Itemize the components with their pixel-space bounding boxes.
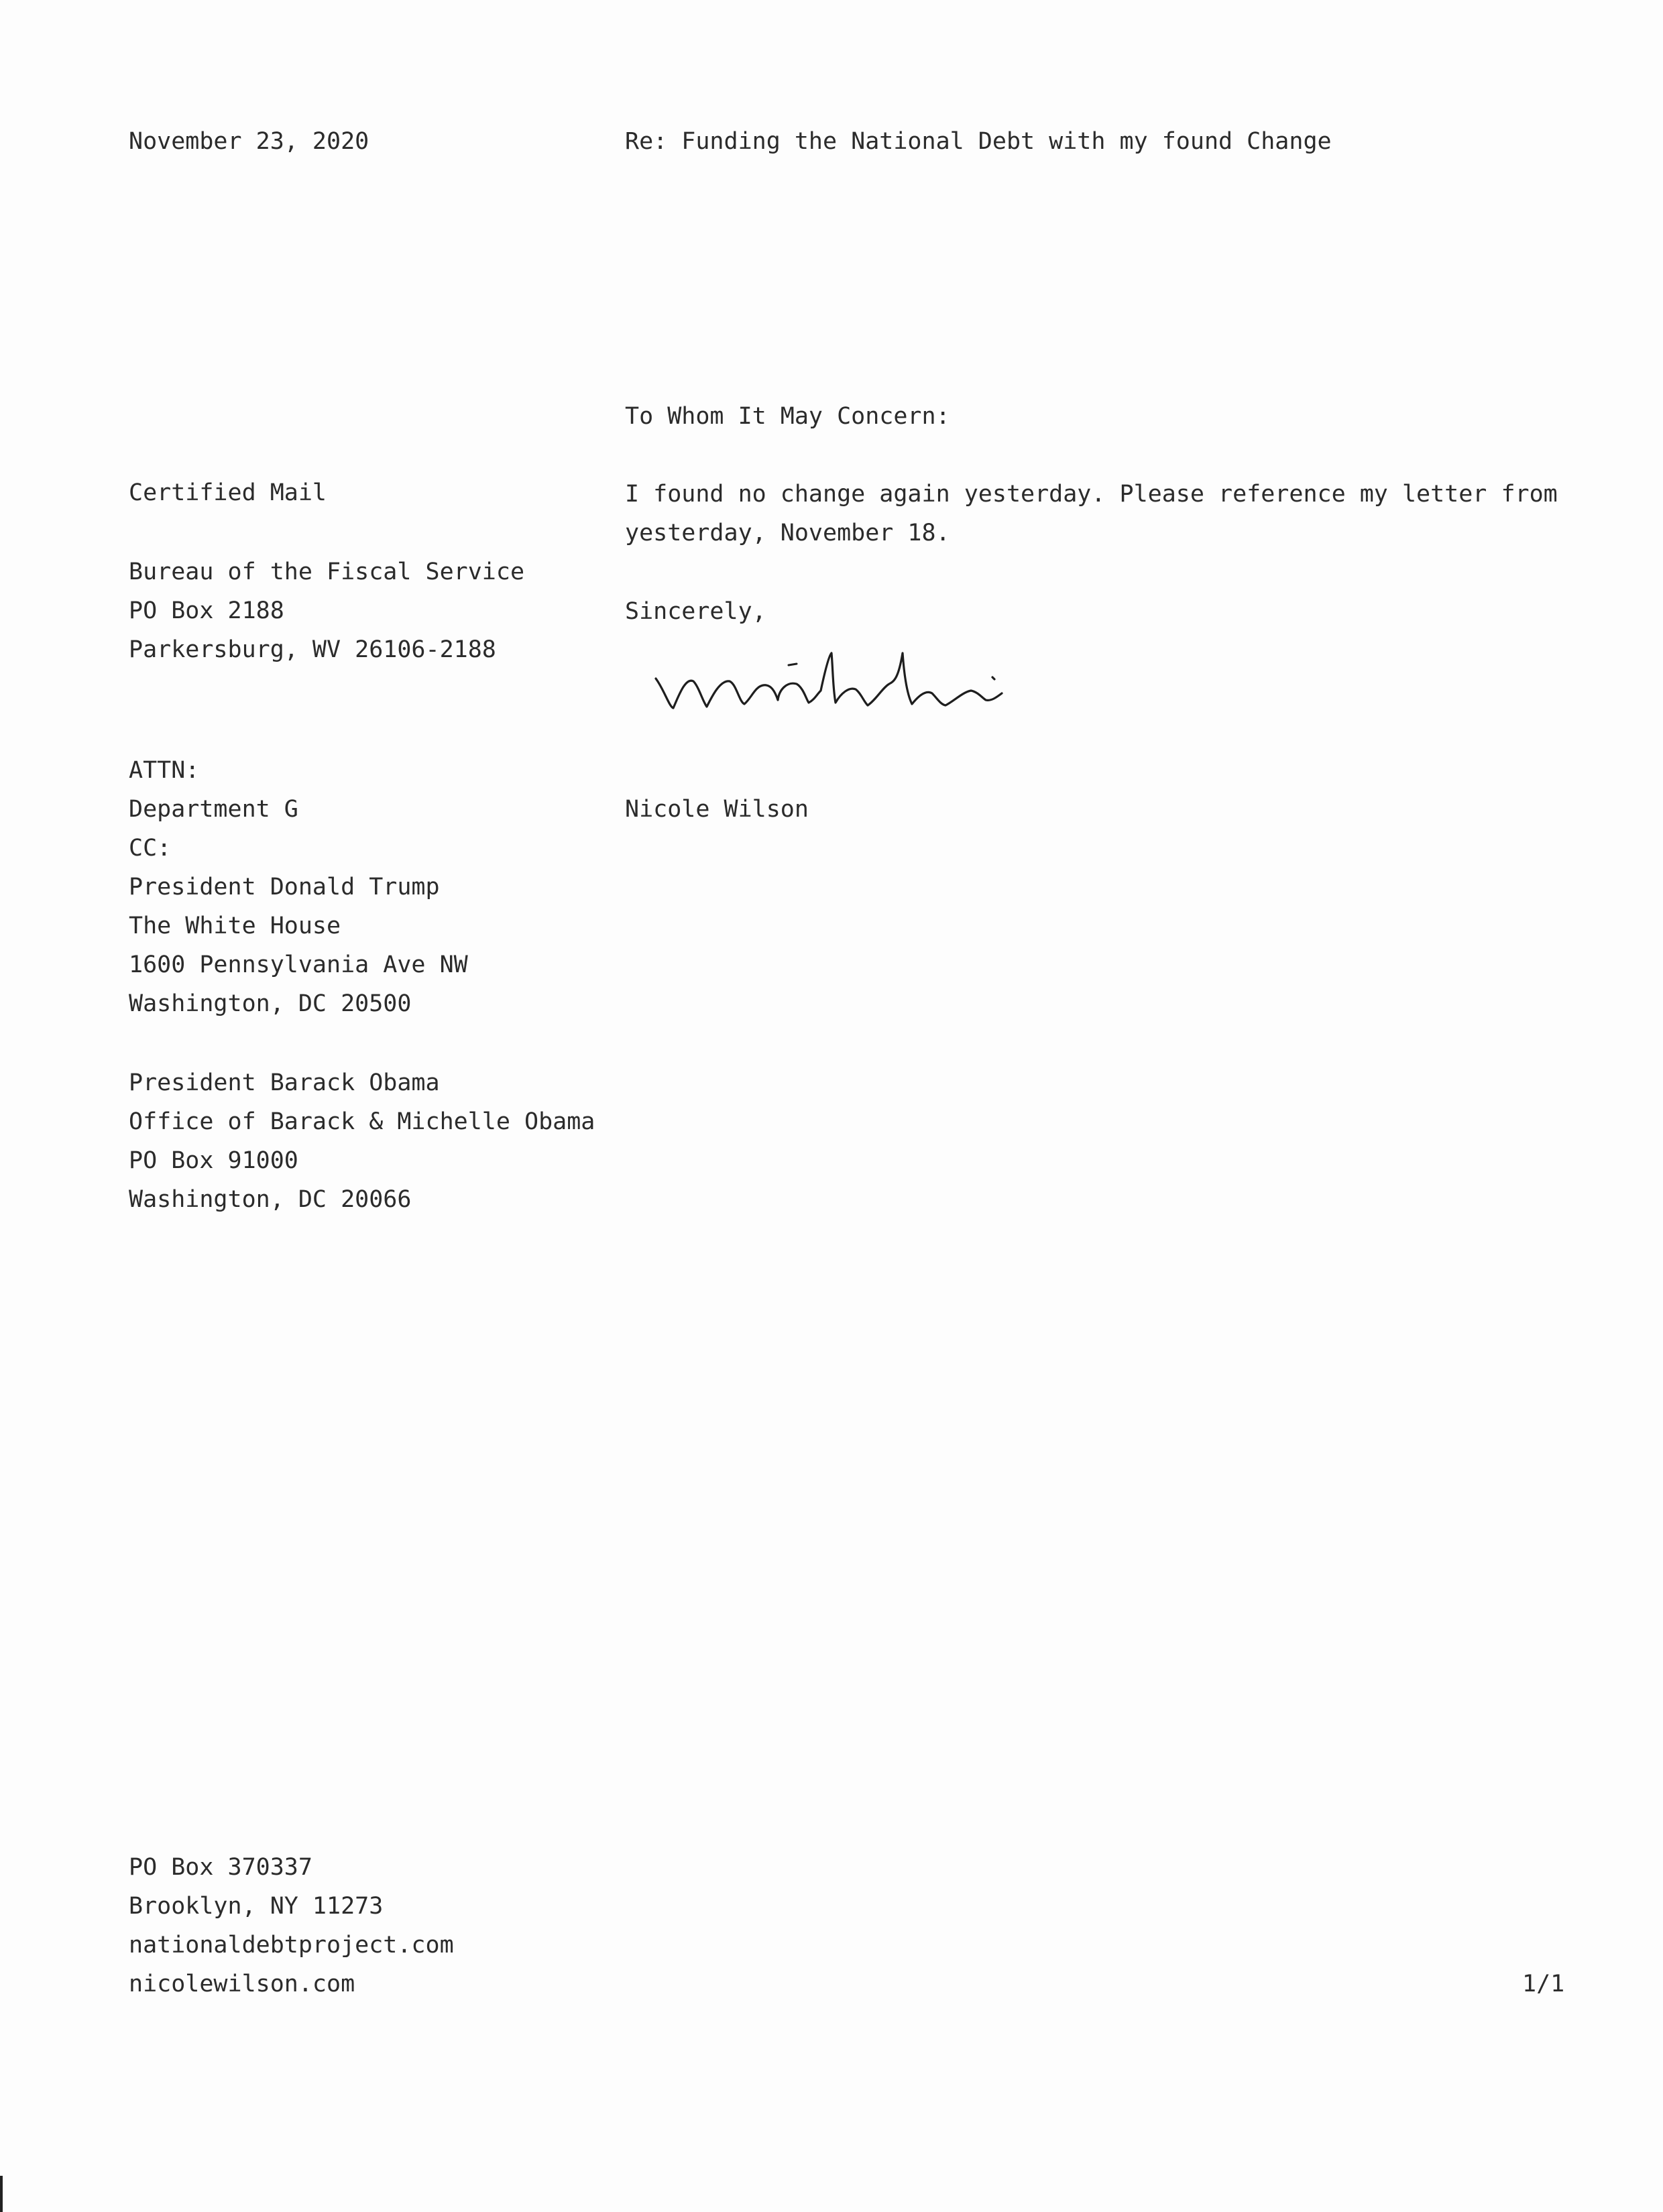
- attn-label: ATTN:: [129, 757, 200, 784]
- letter-date: November 23, 2020: [129, 128, 369, 155]
- salutation: To Whom It May Concern:: [625, 403, 950, 430]
- cc-recipient-line: Washington, DC 20500: [129, 990, 412, 1017]
- body-line: I found no change again yesterday. Please reference my letter from: [625, 481, 1558, 508]
- letter-subject: Re: Funding the National Debt with my found Change: [625, 128, 1332, 155]
- signature-name: Nicole Wilson: [625, 796, 809, 823]
- handwritten-signature: [650, 637, 1013, 724]
- recipient-line: Parkersburg, WV 26106-2188: [129, 636, 496, 663]
- cc-recipient-line: The White House: [129, 913, 341, 939]
- recipient-line: PO Box 2188: [129, 597, 284, 624]
- body-line: yesterday, November 18.: [625, 520, 950, 546]
- cc-recipient-line: President Barack Obama: [129, 1069, 440, 1096]
- cc-recipient-line: PO Box 91000: [129, 1147, 298, 1174]
- closing: Sincerely,: [625, 598, 766, 625]
- cc-label: CC:: [129, 835, 172, 862]
- recipient-line: Bureau of the Fiscal Service: [129, 559, 525, 585]
- sender-website: nationaldebtproject.com: [129, 1932, 454, 1959]
- attn-value: Department G: [129, 796, 298, 823]
- cc-recipient-line: 1600 Pennsylvania Ave NW: [129, 951, 468, 978]
- scan-edge-mark: [0, 2176, 3, 2212]
- cc-recipient-line: Washington, DC 20066: [129, 1186, 412, 1213]
- cc-recipient-line: Office of Barack & Michelle Obama: [129, 1108, 595, 1135]
- sender-address-line: PO Box 370337: [129, 1854, 312, 1881]
- cc-recipient-line: President Donald Trump: [129, 874, 440, 900]
- delivery-method: Certified Mail: [129, 479, 327, 506]
- page-number: 1/1: [1522, 1971, 1565, 1997]
- sender-address-line: Brooklyn, NY 11273: [129, 1893, 384, 1920]
- sender-website: nicolewilson.com: [129, 1971, 355, 1997]
